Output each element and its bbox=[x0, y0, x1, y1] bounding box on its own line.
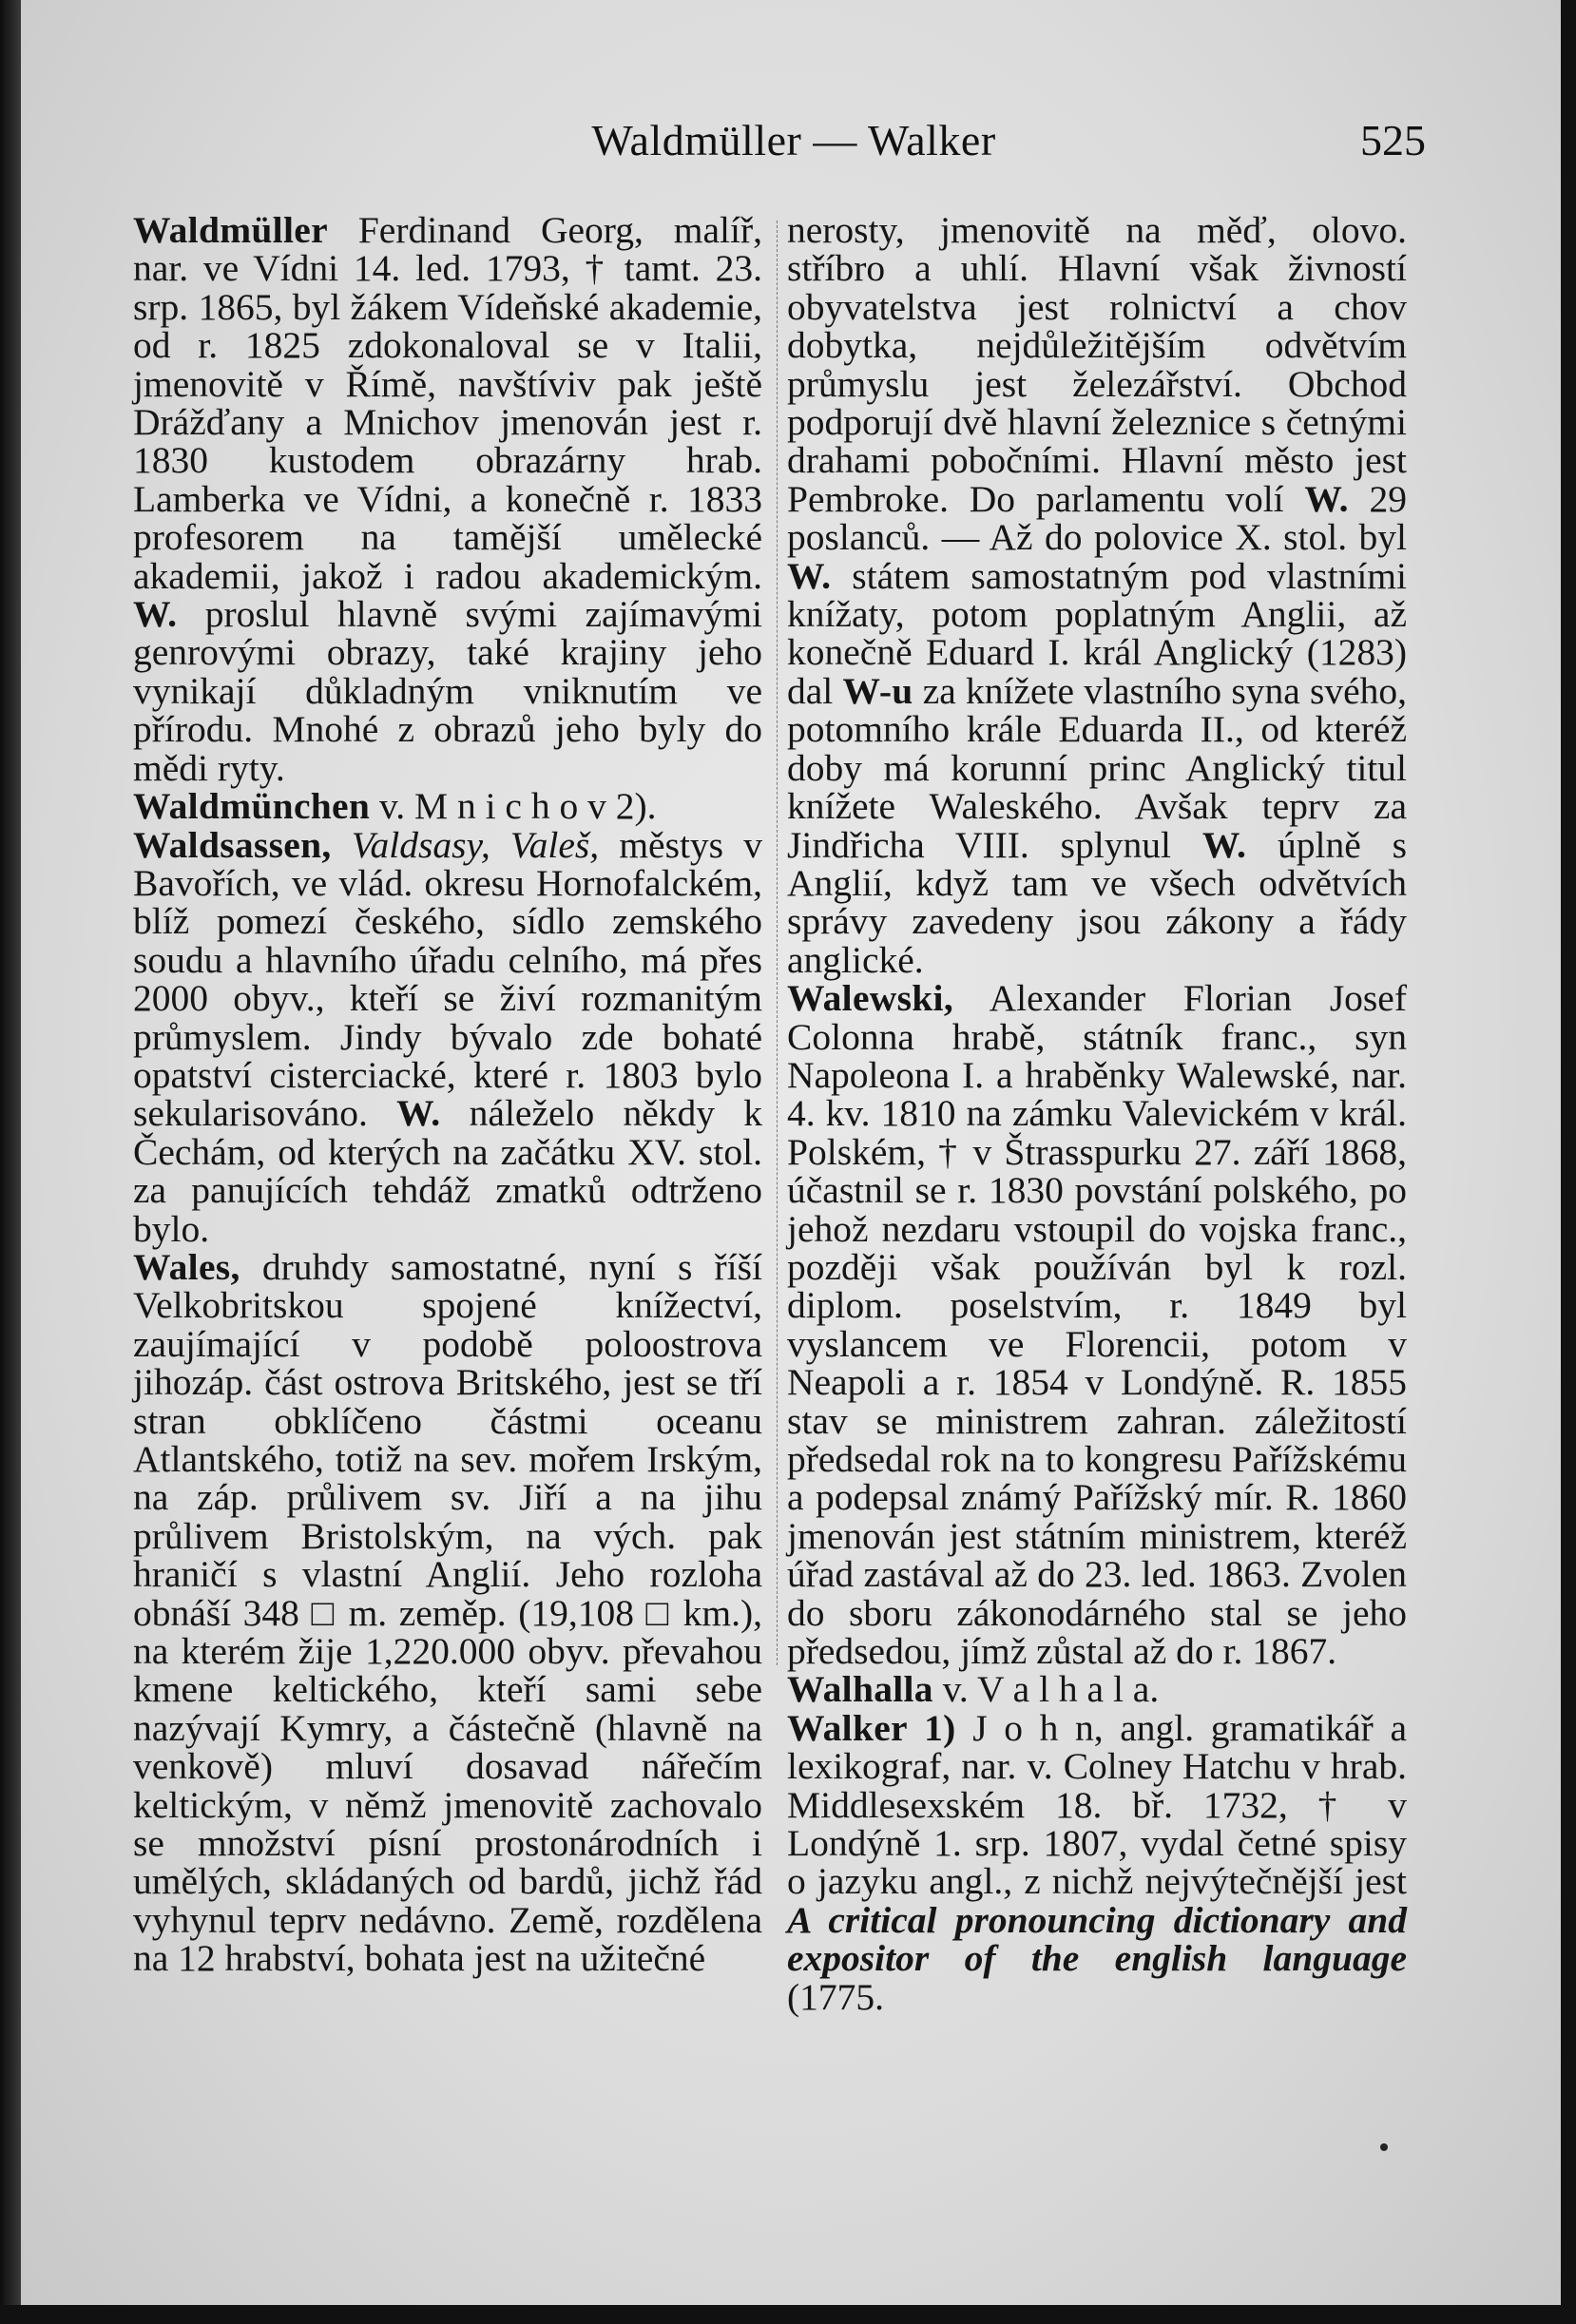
headword: Walker 1) bbox=[787, 1706, 956, 1749]
entry-walker bbox=[787, 1706, 1407, 2018]
entry-text: druhdy samostatné, nyní s říší Velkobritskou spojené knížectví, zaujímající v podobě poloostrova jihozáp. část ostrova Britského, jest se tří stran obklíčeno částmi oceanu Atlantského, totiž na sev. mořem Irským, na záp. průlivem sv. Jiří a na jihu průlivem Bristolským, na vých. pak hraničí s vlastní Anglií. Jeho rozloha obnáší 348 □ m. zeměp. (19,108 □ km.), na kterém žije 1,220.000 obyv. převahou kmene keltického, kteří sami sebe nazývají Kymry, a částečně (hlavně na venkově) mluví dosavad nářečím keltickým, v němž jmenovitě zachovalo se množství písní prostonárodních i umělých, skládaných od bardů, jichž řád vyhynul teprv nedávno. Země, rozdělena na 12 hrabství, bohata jest na užitečné bbox=[133, 1245, 762, 1980]
entry-text: náleželo někdy k Čechám, od kterých na začátku XV. stol. za panujících tehdáž zmatků odtrženo bylo. bbox=[133, 1092, 762, 1250]
entry-walhalla bbox=[787, 1668, 1407, 1711]
entry-text: Alexander Florian Josef Colonna hrabě, státník franc., syn Napoleona I. a hraběnky Walewské, nar. 4. kv. 1810 na zámku Valevickém v král. Polském, † v Štrasspurku 27. září 1868, účastnil se r. 1830 povstání polského, po jehož nezdaru vstoupil do vojska franc., později však používán byl k rozl. diplom. poselstvím, r. 1849 byl vyslancem ve Florencii, potom v Neapoli a r. 1854 v Londýně. R. 1855 stav se ministrem zahran. záležitostí předsedal rok na to kongresu Pařížskému a podepsal známý Pařížský mír. R. 1860 jmenován jest státním ministrem, kteréž úřad zastával až do 23. led. 1863. Zvolen do sboru zákonodárného stal se jeho předsedou, jímž zůstal až do r. 1867. bbox=[787, 977, 1407, 1673]
entry-text: (1775. bbox=[787, 1975, 885, 2018]
book-title: A critical pronouncing dictionary and expositor of the english language bbox=[787, 1898, 1407, 1980]
right-column bbox=[787, 211, 1407, 2016]
variant-names: Valdsasy, Valeš, bbox=[331, 823, 600, 866]
headword: Walhalla bbox=[787, 1668, 933, 1711]
entry-text: proslul hlavně svými zajímavými genrovými obrazy, také krajiny jeho vynikají důkladným vniknutím ve přírodu. Mnohé z obrazů jeho byly do mědi ryty. bbox=[133, 593, 762, 789]
entry-text: za knížete vlastního syna svého, potomního krále Eduarda II., od kteréž doby má korunní princ Anglický titul knížete Waleského. Avšak teprv za Jindřicha VIII. splynul bbox=[787, 669, 1407, 866]
book-page bbox=[21, 0, 1561, 2305]
abbrev-headword: W. bbox=[133, 593, 178, 636]
abbrev-headword: W. bbox=[1304, 477, 1349, 520]
abbrev-headword: W-u bbox=[842, 669, 913, 712]
entry-text: v. V a l h a l a. bbox=[932, 1668, 1160, 1711]
entry-waldmunchen bbox=[133, 785, 762, 828]
ink-speck bbox=[1380, 2143, 1388, 2151]
entry-text: úplně s Anglií, když tam ve všech odvětvích správy zavedeny jsou zákony a řády anglické. bbox=[787, 823, 1407, 981]
headword: Waldmünchen bbox=[133, 785, 371, 828]
headword: Waldsassen, bbox=[133, 823, 332, 866]
abbrev-headword: W. bbox=[787, 554, 832, 597]
entry-waldsassen bbox=[133, 823, 762, 1250]
entry-text: Ferdinand Georg, malíř, nar. ve Vídni 14. led. 1793, † tamt. 23. srp. 1865, byl žákem Vídeňské akademie, od r. 1825 zdokonaloval se v Italii, jmenovitě v Římě, navštíviv pak ještě Drážďany a Mnichov jmenován jest r. 1830 kustodem obrazárny hrab. Lamberka ve Vídni, a konečně r. 1833 profesorem na tamější umělecké akademii, jakož i radou akademickým. bbox=[133, 209, 762, 597]
headword: Walewski, bbox=[787, 977, 953, 1020]
entry-text: nerosty, jmenovitě na měď, olovo. stříbro a uhlí. Hlavní však živností obyvatelstva jest rolnictví a chov dobytka, nejdůležitějším odvětvím průmyslu jest železářství. Obchod podporují dvě hlavní železnice s četnými drahami pobočními. Hlavní město jest Pembroke. Do parlamentu volí bbox=[787, 209, 1407, 520]
entry-walewski bbox=[787, 977, 1407, 1673]
scan-border-bottom bbox=[0, 2305, 1576, 2324]
entry-wales bbox=[133, 1245, 762, 1980]
page-number: 525 bbox=[1360, 116, 1426, 164]
entry-waldmuller bbox=[133, 211, 762, 787]
entry-text: městys v Bavořích, ve vlád. okresu Hornofalckém, blíž pomezí českého, sídlo zemského soudu a hlavního úřadu celního, má přes 2000 obyv., kteří se živí rozmanitým průmyslem. Jindy bývalo zde bohaté opatství cisterciacké, které r. 1803 bylo sekularisováno. bbox=[133, 823, 762, 1135]
header-title: Waldmüller — Walker bbox=[591, 116, 996, 164]
book-gutter-shadow bbox=[0, 0, 21, 2324]
abbrev-headword: W. bbox=[1201, 823, 1247, 866]
running-header bbox=[162, 112, 1426, 169]
entry-wales-continued bbox=[787, 211, 1407, 979]
headword: Wales, bbox=[133, 1245, 240, 1288]
headword: Waldmüller bbox=[133, 209, 328, 251]
entry-text: 29 poslanců. — Až do polovice X. stol. byl bbox=[787, 477, 1408, 559]
left-column bbox=[133, 211, 762, 1978]
column-divider bbox=[777, 221, 778, 1665]
entry-text: státem samostatným pod vlastními knížaty, potom poplatným Anglii, až konečně Eduard I. král Anglický (1283) dal bbox=[787, 554, 1407, 712]
entry-text: v. M n i c h o v 2). bbox=[370, 785, 657, 828]
scan-border-right bbox=[1561, 0, 1576, 2324]
entry-text: J o h n, angl. gramatikář a lexikograf, nar. v. Colney Hatchu v hrab. Middlesexském 18. bř. 1732, † v Londýně 1. srp. 1807, vydal četné spisy o jazyku angl., z nichž nejvýtečnější jest bbox=[787, 1706, 1407, 1903]
abbrev-headword: W. bbox=[396, 1092, 441, 1135]
